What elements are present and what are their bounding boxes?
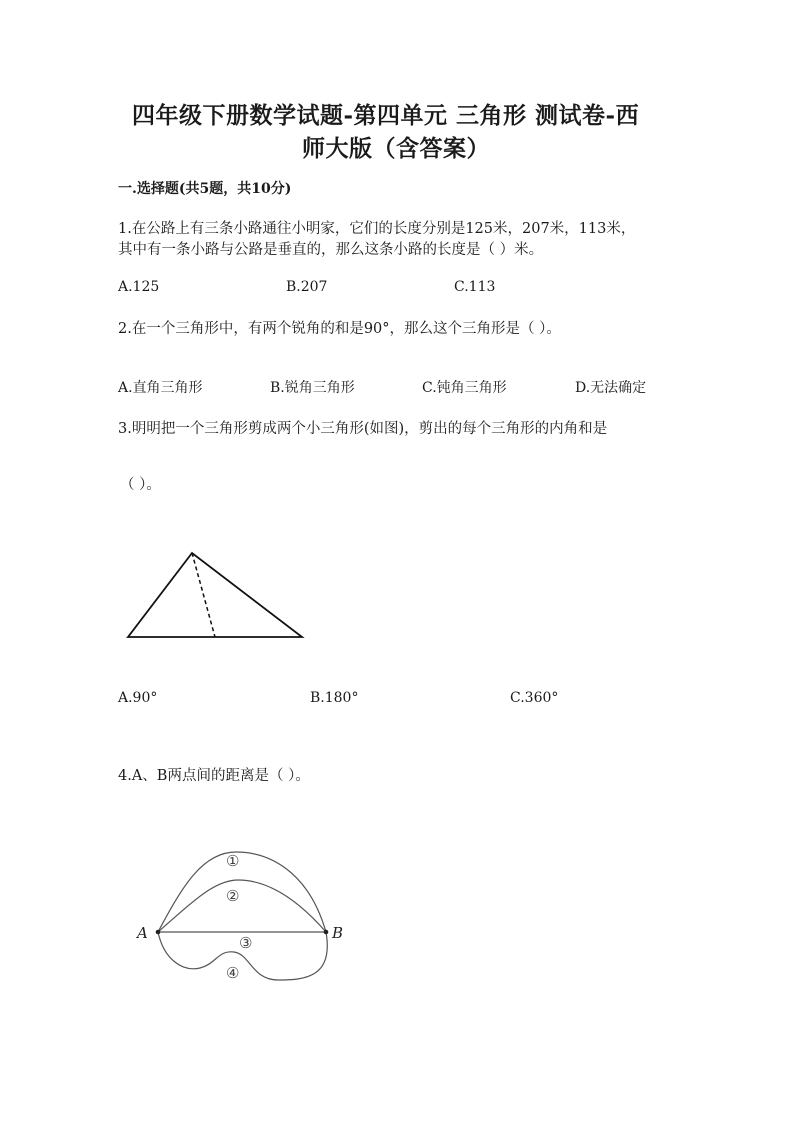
question-1-option-b[interactable]: B.207 — [286, 279, 328, 295]
path-1-label: ① — [226, 852, 240, 870]
question-3-option-b[interactable]: B.180° — [310, 690, 359, 706]
cut-line — [192, 553, 215, 637]
path-1-curve — [158, 852, 326, 932]
question-2-option-d[interactable]: D.无法确定 — [575, 380, 647, 396]
path-4-label: ④ — [226, 964, 240, 982]
question-2-option-b[interactable]: B.锐角三角形 — [270, 380, 355, 396]
question-4-line-1: 4.A、B两点间的距离是（ ）。 — [118, 768, 310, 784]
path-3-label: ③ — [239, 934, 253, 952]
point-a-label: A — [137, 924, 148, 942]
question-3-line-1: 3.明明把一个三角形剪成两个小三角形(如图)，剪出的每个三角形的内角和是 — [118, 421, 608, 437]
section-heading: 一.选择题(共5题，共10分) — [118, 181, 292, 197]
point-b-label: B — [332, 924, 344, 942]
page-title-continued: 师大版（含答案） — [302, 135, 490, 162]
path-2-label: ② — [226, 887, 240, 905]
question-2-option-a[interactable]: A.直角三角形 — [118, 380, 203, 396]
question-3-option-a[interactable]: A.90° — [118, 690, 158, 706]
triangle-outline — [128, 553, 302, 637]
question-2-line-1: 2.在一个三角形中，有两个锐角的和是90°，那么这个三角形是（ ）。 — [118, 321, 561, 337]
page-title: 四年级下册数学试题-第四单元 三角形 测试卷-西 — [132, 102, 640, 129]
question-2-option-c[interactable]: C.钝角三角形 — [422, 380, 507, 396]
paths-figure — [128, 840, 358, 1000]
question-1-line-1: 1.在公路上有三条小路通往小明家，它们的长度分别是125米，207米，113米， — [118, 221, 636, 237]
question-3-line-2: （ ）。 — [120, 477, 161, 493]
point-a-dot — [156, 930, 161, 935]
question-1-option-a[interactable]: A.125 — [118, 279, 160, 295]
question-1-line-2: 其中有一条小路与公路是垂直的，那么这条小路的长度是（ ）米。 — [118, 242, 544, 258]
point-b-dot — [324, 930, 329, 935]
question-1-option-c[interactable]: C.113 — [454, 279, 496, 295]
triangle-figure — [120, 545, 310, 645]
question-3-option-c[interactable]: C.360° — [510, 690, 559, 706]
